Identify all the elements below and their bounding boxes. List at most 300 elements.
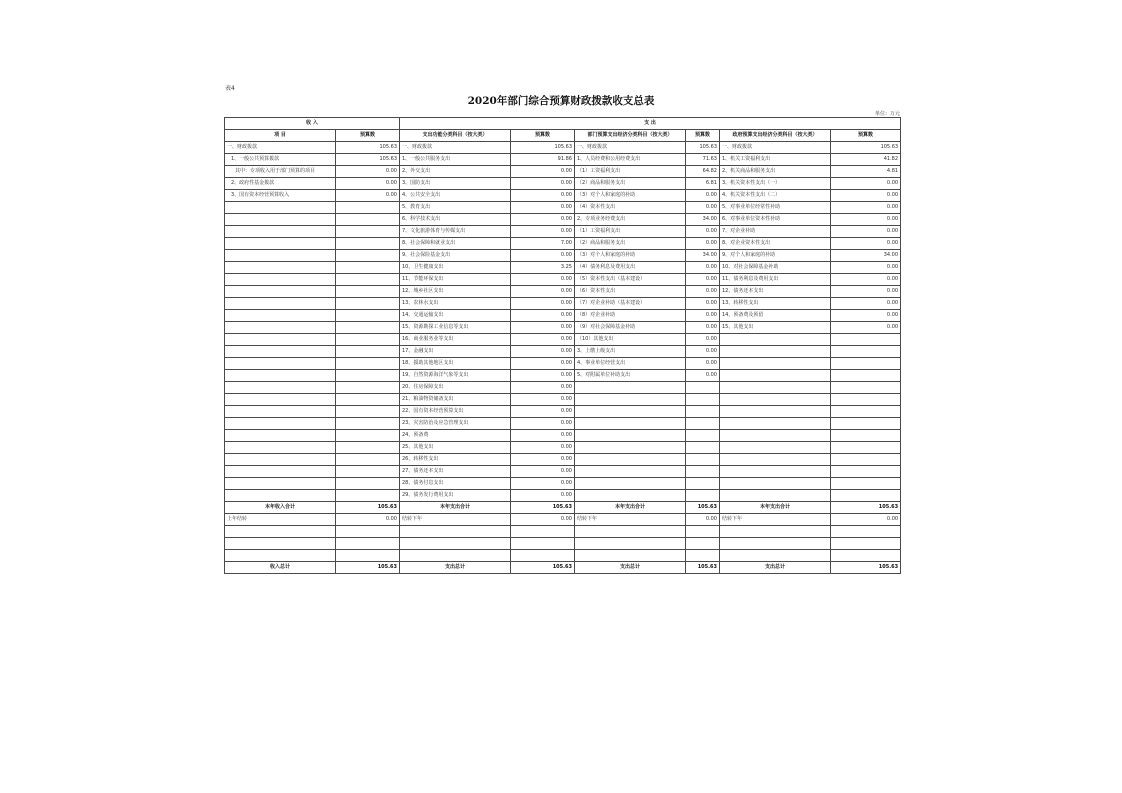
table-cell: 0.00 — [511, 394, 575, 406]
empty-cell — [400, 550, 511, 562]
table-cell — [225, 274, 336, 286]
table-cell — [831, 382, 901, 394]
table-cell — [336, 310, 400, 322]
table-cell: 105.63 — [336, 154, 400, 166]
empty-cell — [336, 526, 400, 538]
table-cell — [575, 382, 686, 394]
table-cell — [575, 442, 686, 454]
table-cell: 105.63 — [336, 502, 400, 514]
table-row — [225, 478, 901, 490]
table-cell: （2）商品和服务支出 — [575, 238, 686, 250]
table-row — [225, 334, 901, 346]
grand-total-row — [225, 562, 901, 574]
table-cell: 0.00 — [336, 514, 400, 526]
table-cell — [575, 418, 686, 430]
table-cell: 0.00 — [511, 382, 575, 394]
table-cell: 0.00 — [336, 178, 400, 190]
table-cell — [831, 442, 901, 454]
table-cell: 结转下年 — [400, 514, 511, 526]
table-cell — [336, 202, 400, 214]
table-cell — [831, 454, 901, 466]
table-cell — [686, 442, 720, 454]
table-cell: 3、机关资本性支出（一） — [720, 178, 831, 190]
expense-header: 支 出 — [400, 118, 901, 130]
table-cell: 0.00 — [686, 202, 720, 214]
table-cell: 4.81 — [831, 166, 901, 178]
table-cell: 22、国有资本经营预算支出 — [400, 406, 511, 418]
col-header: 政府预算支出经济分类科目（按大类） — [720, 130, 831, 142]
section-header-row — [225, 118, 901, 130]
table-cell — [686, 454, 720, 466]
empty-cell — [400, 526, 511, 538]
table-cell — [575, 478, 686, 490]
empty-cell — [225, 550, 336, 562]
table-cell: 0.00 — [511, 178, 575, 190]
table-cell: 0.00 — [686, 274, 720, 286]
table-cell — [225, 202, 336, 214]
table-cell — [831, 490, 901, 502]
empty-cell — [720, 526, 831, 538]
table-cell — [225, 406, 336, 418]
table-cell: 0.00 — [511, 322, 575, 334]
unit-label: 单位：万元 — [874, 111, 900, 117]
table-cell — [831, 346, 901, 358]
empty-cell — [831, 550, 901, 562]
col-header: 项 目 — [225, 130, 336, 142]
table-cell: 0.00 — [831, 238, 901, 250]
table-row — [225, 442, 901, 454]
table-cell — [831, 394, 901, 406]
table-cell: 17、金融支出 — [400, 346, 511, 358]
table-cell: 0.00 — [831, 214, 901, 226]
table-cell: 1、一般公共预算拨款 — [225, 154, 336, 166]
table-cell: 0.00 — [511, 466, 575, 478]
table-cell: （10）其他支出 — [575, 334, 686, 346]
col-header: 部门预算支出经济分类科目（按大类） — [575, 130, 686, 142]
empty-cell — [720, 538, 831, 550]
table-row — [225, 262, 901, 274]
table-row — [225, 226, 901, 238]
table-cell — [831, 406, 901, 418]
table-cell — [336, 370, 400, 382]
table-cell: 2、机关商品和服务支出 — [720, 166, 831, 178]
income-header: 收 入 — [225, 118, 400, 130]
table-cell: 结转下年 — [720, 514, 831, 526]
table-cell: 0.00 — [511, 214, 575, 226]
table-cell: 支出总计 — [575, 562, 686, 574]
table-cell: 0.00 — [831, 190, 901, 202]
table-cell: 0.00 — [511, 442, 575, 454]
table-cell — [686, 466, 720, 478]
empty-cell — [336, 538, 400, 550]
table-cell — [225, 466, 336, 478]
table-cell: 0.00 — [511, 298, 575, 310]
table-cell: 0.00 — [831, 310, 901, 322]
table-cell: 本年支出合计 — [400, 502, 511, 514]
table-cell: 0.00 — [686, 226, 720, 238]
table-cell — [720, 478, 831, 490]
table-cell — [831, 430, 901, 442]
table-cell: 34.00 — [686, 214, 720, 226]
table-cell: 本年支出合计 — [575, 502, 686, 514]
table-cell — [336, 406, 400, 418]
table-cell: 0.00 — [511, 358, 575, 370]
table-row — [225, 370, 901, 382]
table-cell: 0.00 — [336, 166, 400, 178]
table-cell — [225, 358, 336, 370]
table-cell: 支出总计 — [720, 562, 831, 574]
table-cell — [575, 490, 686, 502]
table-cell — [225, 454, 336, 466]
table-cell — [720, 430, 831, 442]
table-cell — [720, 466, 831, 478]
table-cell — [336, 286, 400, 298]
table-cell — [831, 418, 901, 430]
table-cell — [720, 334, 831, 346]
table-cell: 0.00 — [686, 262, 720, 274]
table-cell: （4）债务利息及费用支出 — [575, 262, 686, 274]
table-cell: 其中：专项收入用于部门预算的项目 — [225, 166, 336, 178]
table-cell: 一、财政拨款 — [575, 142, 686, 154]
table-cell: 0.00 — [686, 370, 720, 382]
table-cell: 13、转移性支出 — [720, 298, 831, 310]
table-cell: 0.00 — [511, 490, 575, 502]
table-cell: 1、机关工资福利支出 — [720, 154, 831, 166]
table-cell: 11、债务利息及费用支出 — [720, 274, 831, 286]
empty-cell — [575, 538, 686, 550]
table-cell — [336, 298, 400, 310]
empty-cell — [511, 538, 575, 550]
table-row — [225, 406, 901, 418]
table-cell: 0.00 — [511, 478, 575, 490]
table-cell: 收入总计 — [225, 562, 336, 574]
table-cell: 4、事业单位经营支出 — [575, 358, 686, 370]
empty-cell — [575, 526, 686, 538]
table-cell: 11、节能环保支出 — [400, 274, 511, 286]
table-cell — [831, 478, 901, 490]
table-row — [225, 190, 901, 202]
table-cell: 8、对企业资本性支出 — [720, 238, 831, 250]
table-cell: 0.00 — [831, 202, 901, 214]
table-cell: 105.63 — [511, 562, 575, 574]
table-cell — [336, 394, 400, 406]
table-cell: 0.00 — [686, 358, 720, 370]
table-cell — [336, 262, 400, 274]
col-header: 预算数 — [511, 130, 575, 142]
table-cell: 3、国有资本经营预算收入 — [225, 190, 336, 202]
empty-cell — [575, 550, 686, 562]
table-cell — [831, 334, 901, 346]
table-cell — [575, 406, 686, 418]
table-row — [225, 358, 901, 370]
empty-cell — [686, 538, 720, 550]
table-cell: 0.00 — [686, 346, 720, 358]
table-cell: 18、援助其他地区支出 — [400, 358, 511, 370]
table-row — [225, 154, 901, 166]
table-cell: 8、社会保障和就业支出 — [400, 238, 511, 250]
table-cell — [720, 370, 831, 382]
table-cell — [720, 358, 831, 370]
table-cell: 0.00 — [511, 202, 575, 214]
table-cell: 0.00 — [686, 298, 720, 310]
table-cell — [225, 238, 336, 250]
table-cell — [225, 322, 336, 334]
table-row — [225, 394, 901, 406]
table-cell: 105.63 — [336, 562, 400, 574]
table-cell: 上年结转 — [225, 514, 336, 526]
table-cell — [686, 430, 720, 442]
table-body — [225, 118, 901, 574]
table-row — [225, 166, 901, 178]
table-row — [225, 466, 901, 478]
table-cell: 105.63 — [686, 562, 720, 574]
table-cell — [336, 250, 400, 262]
table-cell: 0.00 — [511, 406, 575, 418]
table-row — [225, 490, 901, 502]
table-cell: 本年收入合计 — [225, 502, 336, 514]
table-cell: 1、人员经费和公用经费支出 — [575, 154, 686, 166]
table-cell: 34.00 — [686, 250, 720, 262]
table-cell — [225, 298, 336, 310]
table-cell: 0.00 — [511, 370, 575, 382]
table-cell — [575, 454, 686, 466]
table-cell — [336, 418, 400, 430]
table-cell — [720, 394, 831, 406]
empty-cell — [511, 526, 575, 538]
table-cell: 5、教育支出 — [400, 202, 511, 214]
col-header: 支出功能分类科目（按大类） — [400, 130, 511, 142]
table-cell: 0.00 — [831, 514, 901, 526]
table-row — [225, 178, 901, 190]
table-cell: 28、债务付息支出 — [400, 478, 511, 490]
table-cell: 0.00 — [511, 334, 575, 346]
table-cell: 16、商业服务业等支出 — [400, 334, 511, 346]
carry-row — [225, 514, 901, 526]
table-cell — [225, 442, 336, 454]
table-row — [225, 214, 901, 226]
table-cell: （1）工资福利支出 — [575, 226, 686, 238]
table-cell: 0.00 — [831, 286, 901, 298]
table-cell: 0.00 — [686, 286, 720, 298]
table-cell: 6、对事业单位资本性补助 — [720, 214, 831, 226]
table-cell: 0.00 — [511, 310, 575, 322]
table-cell: 2、专项业务经费支出 — [575, 214, 686, 226]
table-row — [225, 286, 901, 298]
table-cell: （7）对企业补助（基本建设） — [575, 298, 686, 310]
table-cell: （5）资本性支出（基本建设） — [575, 274, 686, 286]
table-cell — [225, 418, 336, 430]
table-cell — [225, 346, 336, 358]
table-cell: 3、上缴上级支出 — [575, 346, 686, 358]
table-cell: 10、对社会保障基金补助 — [720, 262, 831, 274]
table-cell: 5、对事业单位经常性补助 — [720, 202, 831, 214]
table-cell: 29、债务发行费用支出 — [400, 490, 511, 502]
table-cell: 12、债务还本支出 — [720, 286, 831, 298]
table-cell — [336, 382, 400, 394]
table-cell: 4、公共安全支出 — [400, 190, 511, 202]
table-cell: 0.00 — [336, 190, 400, 202]
table-row — [225, 418, 901, 430]
empty-cell — [225, 526, 336, 538]
table-cell: 10、卫生健康支出 — [400, 262, 511, 274]
table-row — [225, 238, 901, 250]
table-cell — [225, 478, 336, 490]
table-row — [225, 298, 901, 310]
table-cell — [686, 394, 720, 406]
table-cell: 0.00 — [831, 262, 901, 274]
table-cell — [225, 262, 336, 274]
table-cell — [686, 382, 720, 394]
table-cell: 0.00 — [686, 310, 720, 322]
col-header: 预算数 — [831, 130, 901, 142]
col-header: 预算数 — [336, 130, 400, 142]
table-cell — [575, 430, 686, 442]
table-row — [225, 322, 901, 334]
table-cell: 4、机关资本性支出（二） — [720, 190, 831, 202]
table-cell — [225, 286, 336, 298]
table-cell: 9、对个人和家庭的补助 — [720, 250, 831, 262]
table-cell: 7、文化旅游体育与传媒支出 — [400, 226, 511, 238]
table-cell — [225, 250, 336, 262]
table-cell: （6）资本性支出 — [575, 286, 686, 298]
table-cell: 15、其他支出 — [720, 322, 831, 334]
table-cell — [225, 394, 336, 406]
table-cell — [336, 466, 400, 478]
column-header-row — [225, 130, 901, 142]
table-cell: 105.63 — [831, 562, 901, 574]
table-cell: 0.00 — [831, 298, 901, 310]
empty-cell — [511, 550, 575, 562]
table-cell: 0.00 — [686, 514, 720, 526]
table-cell: 0.00 — [511, 166, 575, 178]
table-row — [225, 346, 901, 358]
table-cell: 本年支出合计 — [720, 502, 831, 514]
table-cell: 105.63 — [831, 142, 901, 154]
table-cell: 105.63 — [686, 142, 720, 154]
table-cell: 0.00 — [831, 274, 901, 286]
table-cell: 0.00 — [511, 454, 575, 466]
table-cell: 0.00 — [686, 334, 720, 346]
budget-table — [224, 117, 901, 574]
col-header: 预算数 — [686, 130, 720, 142]
table-cell — [720, 454, 831, 466]
empty-cell — [686, 550, 720, 562]
table-cell: （1）工资福利支出 — [575, 166, 686, 178]
table-cell — [336, 226, 400, 238]
table-cell: （8）对企业补助 — [575, 310, 686, 322]
table-cell: （9）对社会保障基金补助 — [575, 322, 686, 334]
table-cell — [575, 466, 686, 478]
table-cell: 13、农林水支出 — [400, 298, 511, 310]
table-number-label: 表4 — [225, 85, 235, 92]
table-cell — [575, 394, 686, 406]
table-cell — [225, 214, 336, 226]
table-cell: 15、资源勘探工业信息等支出 — [400, 322, 511, 334]
table-cell: 0.00 — [686, 190, 720, 202]
table-cell — [720, 442, 831, 454]
table-cell — [225, 334, 336, 346]
table-row — [225, 142, 901, 154]
table-cell — [720, 490, 831, 502]
table-cell: 71.63 — [686, 154, 720, 166]
table-cell — [225, 490, 336, 502]
table-cell: 6.81 — [686, 178, 720, 190]
table-cell — [831, 466, 901, 478]
table-row — [225, 310, 901, 322]
table-cell: 105.63 — [336, 142, 400, 154]
table-cell — [336, 238, 400, 250]
table-cell: 0.00 — [511, 226, 575, 238]
year-total-row — [225, 502, 901, 514]
table-cell — [336, 454, 400, 466]
table-cell: 7、对企业补助 — [720, 226, 831, 238]
table-cell: 26、转移性支出 — [400, 454, 511, 466]
table-cell — [225, 430, 336, 442]
table-cell — [686, 478, 720, 490]
table-cell: 1、一般公共服务支出 — [400, 154, 511, 166]
table-cell: 0.00 — [511, 286, 575, 298]
table-cell: 3.25 — [511, 262, 575, 274]
table-cell: 27、债务还本支出 — [400, 466, 511, 478]
table-cell — [686, 418, 720, 430]
table-cell: （4）资本性支出 — [575, 202, 686, 214]
table-cell: 25、其他支出 — [400, 442, 511, 454]
table-row — [225, 382, 901, 394]
table-cell: 41.82 — [831, 154, 901, 166]
table-cell: 21、粮油物资储备支出 — [400, 394, 511, 406]
table-cell — [720, 382, 831, 394]
table-cell: 23、灾害防治及应急管理支出 — [400, 418, 511, 430]
table-cell: 0.00 — [511, 430, 575, 442]
table-cell: 14、预备费及预留 — [720, 310, 831, 322]
empty-cell — [400, 538, 511, 550]
table-cell: 2、政府性基金拨款 — [225, 178, 336, 190]
table-cell — [336, 346, 400, 358]
table-cell: 0.00 — [511, 514, 575, 526]
table-cell: 0.00 — [831, 322, 901, 334]
table-row — [225, 454, 901, 466]
table-cell: 14、交通运输支出 — [400, 310, 511, 322]
table-cell — [336, 430, 400, 442]
table-cell: 105.63 — [511, 502, 575, 514]
table-cell — [225, 226, 336, 238]
table-cell: 结转下年 — [575, 514, 686, 526]
empty-cell — [831, 526, 901, 538]
table-row — [225, 430, 901, 442]
table-cell: 0.00 — [511, 418, 575, 430]
table-cell — [225, 382, 336, 394]
table-cell — [720, 406, 831, 418]
table-cell — [336, 214, 400, 226]
table-cell — [225, 310, 336, 322]
table-cell: 0.00 — [511, 250, 575, 262]
table-cell — [336, 478, 400, 490]
table-cell — [831, 370, 901, 382]
table-cell: 一、财政拨款 — [720, 142, 831, 154]
table-cell — [720, 346, 831, 358]
table-cell: 支出总计 — [400, 562, 511, 574]
table-cell — [336, 442, 400, 454]
empty-cell — [225, 538, 336, 550]
table-cell: 2、外交支出 — [400, 166, 511, 178]
table-cell: 24、预备费 — [400, 430, 511, 442]
table-cell: 12、城乡社区支出 — [400, 286, 511, 298]
table-cell: 64.82 — [686, 166, 720, 178]
blank-row — [225, 550, 901, 562]
table-cell: （3）对个人和家庭的补助 — [575, 250, 686, 262]
table-cell: 19、自然资源海洋气象等支出 — [400, 370, 511, 382]
table-cell: 0.00 — [686, 322, 720, 334]
